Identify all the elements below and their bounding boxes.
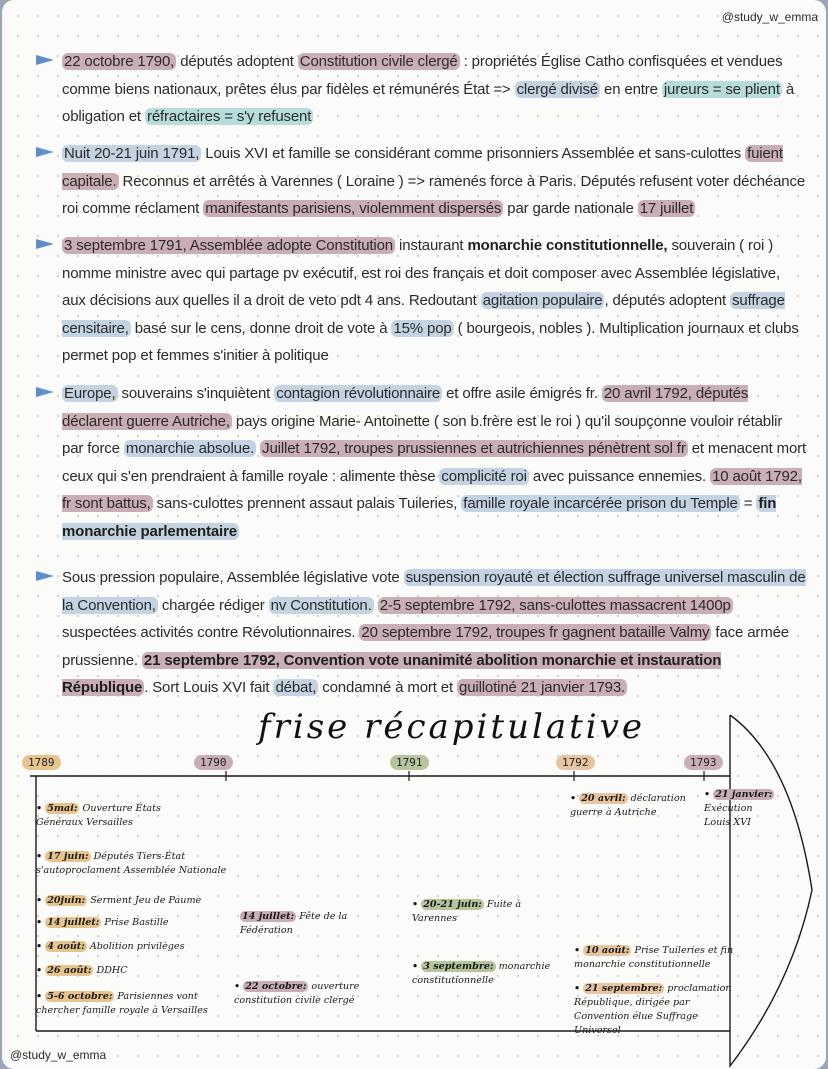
year-label: 1789 xyxy=(22,755,61,770)
timeline-event: • 26 août: DDHC xyxy=(36,965,128,976)
watermark-bottom: @study_w_emma xyxy=(10,1048,107,1062)
text: face armée prussienne. xyxy=(62,624,789,669)
text: . Sort Louis XVI fait xyxy=(144,679,274,697)
bold-text: monarchie constitutionnelle, xyxy=(467,237,668,254)
highlight: suffrage censitaire, xyxy=(62,292,785,337)
text: souverain ( roi ) nomme ministre avec qui partage pv exécutif, est roi des français et doit composer avec Assemblée législative, aux décisions aux quelles il a droit de veto pdt 4 ans. Redoutant xyxy=(62,237,781,310)
highlight: débat, xyxy=(275,679,317,697)
notes-page xyxy=(2,0,826,1069)
highlight: 10 août 1792, fr sont battus, xyxy=(62,467,802,513)
highlight: nv Constitution. xyxy=(270,596,372,614)
highlight: agitation populaire xyxy=(482,292,603,310)
highlight: famille royale incarcérée prison du Temple xyxy=(463,495,738,513)
text: et menacent mort ceux qui s'en prendraient à famille royale : alimente thèse xyxy=(62,440,807,485)
highlight: guillotiné 21 janvier 1793. xyxy=(459,679,626,697)
text: condamné à mort et xyxy=(318,679,457,697)
timeline-event: • 20juin: Serment Jeu de Paume xyxy=(36,895,202,906)
highlight: 20 avril 1792, députés déclarent guerre Autriche, xyxy=(62,385,749,430)
highlight: fuient capitale. xyxy=(62,145,783,190)
highlight: monarchie absolue. xyxy=(125,440,255,458)
timeline-event: • 20-21 juin: Fuite à Varennes xyxy=(412,899,522,924)
highlight: manifestants parisiens, violemment dispersés xyxy=(205,200,502,218)
watermark-top: @study_w_emma xyxy=(721,10,818,24)
timeline-event: • 22 octobre: ouverture constitution civile clergé xyxy=(234,981,360,1006)
timeline-event: • 4 août: Abolition privilèges xyxy=(36,941,185,952)
bold-highlight: fin monarchie parlementaire xyxy=(62,495,777,540)
highlight: jureurs = se plient xyxy=(663,80,780,98)
timeline-event: • 10 août: Prise Tuileries et fin monarchie constitutionnelle xyxy=(574,945,734,970)
text: souverains s'inquiètent xyxy=(117,385,275,402)
timeline-event: • 5-6 octobre: Parisiennes vont chercher famille royale à Versailles xyxy=(36,991,208,1016)
timeline-event: • 17 juin: Députés Tiers-État s'autoproclament Assemblée Nationale xyxy=(36,851,227,876)
timeline-event: • 21 janvier: Exécution Louis XVI xyxy=(704,789,773,828)
text: Sous pression populaire, Assemblée législative vote xyxy=(62,569,404,586)
text: , députés adoptent xyxy=(604,292,731,310)
timeline-event: • 3 septembre: monarchie constitutionnelle xyxy=(412,961,551,986)
text: sans-culottes prennent assaut palais Tuileries, xyxy=(152,495,462,513)
highlight: Constitution civile clergé xyxy=(299,53,458,70)
highlight: clergé divisé xyxy=(516,80,598,98)
highlight: 17 juillet xyxy=(639,200,694,218)
highlight: 22 octobre 1790, xyxy=(64,53,175,70)
highlight: suspension royauté et élection suffrage universel masculin de la Convention, xyxy=(62,569,806,614)
text: députés adoptent xyxy=(176,53,298,70)
text: chargée rédiger xyxy=(157,596,269,614)
year-label: 1791 xyxy=(390,755,429,770)
timeline-event: • 21 septembre: proclamation République, dirigée par Convention élue Suffrage Universel xyxy=(574,983,732,1036)
text: instaurant xyxy=(395,237,468,254)
highlight: 20 septembre 1792, troupes fr gagnent bataille Valmy xyxy=(361,624,710,642)
timeline-arrowhead-icon xyxy=(730,715,812,1066)
highlight: Nuit 20-21 juin 1791, xyxy=(64,145,200,162)
highlight: Juillet 1792, troupes prussiennes et autrichiennes pénètrent sol fr xyxy=(262,440,686,458)
text: en entre xyxy=(599,80,662,98)
year-label: 1793 xyxy=(684,755,723,770)
highlight: contagion révolutionnaire xyxy=(276,385,441,402)
bold-highlight: 21 septembre 1792, Convention vote unanimité abolition monarchie et instauration République xyxy=(62,651,722,697)
text: à obligation et xyxy=(62,80,795,126)
highlight: complicité roi xyxy=(441,467,527,485)
timeline-event: 14 juillet: Fête de la Fédération xyxy=(240,911,348,936)
highlight: 3 septembre 1791, Assemblée adopte Constitution xyxy=(64,237,394,254)
timeline-event: • 20 avril: déclaration guerre à Autriche xyxy=(570,793,686,818)
highlight: 15% pop xyxy=(393,319,452,337)
year-label: 1790 xyxy=(194,755,233,770)
text: et offre asile émigrés fr. xyxy=(442,385,602,402)
text: ( bourgeois, nobles ). Multiplication journaux et clubs permet pop et femmes s'initier à politique xyxy=(62,319,799,365)
text: pays origine Marie- Antoinette ( son b.frère est le roi ) qu'il soupçonne vouloir rétablir par force xyxy=(62,412,783,458)
timeline-event: • 5mai: Ouverture États Généraux Versailles xyxy=(36,803,161,828)
year-label: 1792 xyxy=(556,755,595,770)
text: suspectées activités contre Révolutionnaires. xyxy=(62,624,360,642)
timeline-event: • 14 juillet: Prise Bastille xyxy=(36,917,169,928)
highlight: 2-5 septembre 1792, sans-culottes massacrent 1400p xyxy=(379,596,731,614)
text: = xyxy=(739,495,757,513)
text: basé sur le cens, donne droit de vote à xyxy=(130,319,392,337)
text: par garde nationale xyxy=(503,200,638,218)
highlight: Europe, xyxy=(64,385,116,402)
text: : propriétés Église Catho confisquées et vendues comme biens nationaux, prêtes élus par fidèles et rémunérés État => xyxy=(62,53,783,98)
text: Reconnus et arrêtés à Varennes ( Loraine ) => ramenés force à Paris. Députés refusent voter déchéance roi comme réclament xyxy=(62,172,806,218)
text: avec puissance ennemies. xyxy=(528,467,711,485)
timeline-title: frise récapitulative xyxy=(258,707,645,747)
highlight: réfractaires = s'y refusent xyxy=(146,108,312,126)
text: Louis XVI et famille se considérant comme prisonniers Assemblée et sans-culottes xyxy=(201,145,746,162)
